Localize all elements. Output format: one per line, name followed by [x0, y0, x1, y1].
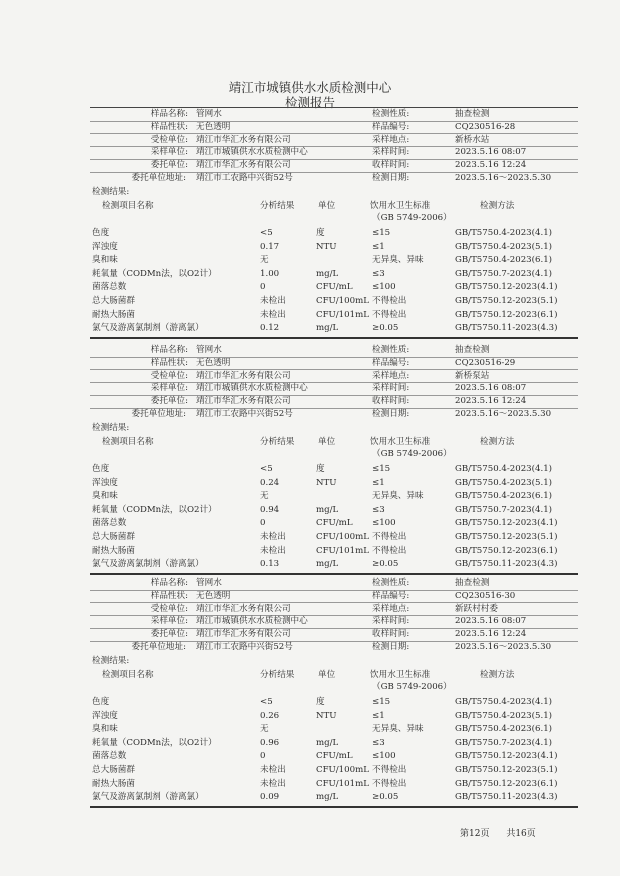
cell-unit: CFU/101mL	[316, 545, 369, 556]
cell-result: 0.26	[260, 710, 280, 721]
cell-standard: ≤15	[372, 228, 391, 238]
info-value: 2023.5.16 08:07	[455, 383, 527, 394]
info-label: 委托单位:	[150, 629, 188, 640]
info-row	[0, 408, 620, 421]
cell-unit: CFU/mL	[316, 751, 353, 762]
cell-item: 臭和味	[92, 724, 118, 735]
info-label: 检测性质:	[372, 578, 410, 588]
section-rule	[90, 806, 578, 808]
cell-item: 浑浊度	[92, 710, 118, 721]
cell-unit: 度	[316, 228, 325, 238]
info-value: 2023.5.16 12:24	[455, 160, 527, 171]
cell-result: 0.09	[260, 792, 280, 803]
info-label: 收样时间:	[372, 396, 410, 407]
table-row	[0, 750, 620, 763]
cell-result: 未检出	[260, 532, 286, 542]
cell-standard: 不得检出	[372, 296, 407, 306]
cell-standard: ≤3	[372, 268, 385, 279]
info-value: 靖江市华汇水务有限公司	[196, 134, 291, 145]
info-value: 新跃村村委	[455, 603, 498, 614]
cell-unit: mg/L	[316, 504, 339, 515]
table-row	[0, 281, 620, 294]
col-standard-code: （GB 5749-2006）	[372, 682, 452, 692]
cell-result: 1.00	[260, 268, 280, 279]
table-row	[0, 778, 620, 791]
info-label: 采样单位:	[150, 383, 188, 394]
info-label: 样品性状:	[150, 590, 188, 601]
info-value: 管网水	[196, 345, 222, 355]
cell-result: <5	[260, 228, 273, 238]
cell-standard: 不得检出	[372, 532, 407, 542]
info-value: CQ230516-30	[455, 590, 516, 601]
info-row	[0, 615, 620, 628]
cell-standard: 无异臭、异味	[372, 724, 424, 735]
info-label: 委托单位:	[150, 160, 188, 171]
info-value: 2023.5.16～2023.5.30	[455, 642, 552, 652]
cell-unit: mg/L	[316, 323, 339, 334]
results-heading: 检测结果:	[92, 423, 130, 433]
cell-standard: 不得检出	[372, 545, 407, 556]
info-label: 采样单位:	[150, 147, 188, 158]
cell-unit: NTU	[316, 477, 337, 488]
cell-unit: mg/L	[316, 792, 339, 803]
page-number: 第12页	[460, 829, 490, 839]
cell-item: 总大肠菌群	[92, 296, 135, 306]
col-item: 检测项目名称	[102, 201, 154, 211]
cell-method: GB/T5750.12-2023(6.1)	[455, 309, 558, 320]
cell-standard: ≤100	[372, 518, 396, 529]
info-value: 抽查检测	[455, 345, 490, 355]
info-label: 受检单位:	[150, 603, 188, 614]
info-label: 检测日期:	[372, 173, 410, 183]
cell-result: 0	[260, 751, 266, 762]
info-value: 2023.5.16～2023.5.30	[455, 173, 552, 183]
cell-standard: ≤1	[372, 477, 385, 488]
table-row	[0, 504, 620, 517]
info-row	[0, 344, 620, 357]
results-label	[0, 655, 620, 668]
cell-result: 0.13	[260, 559, 280, 570]
info-row	[0, 146, 620, 159]
results-heading: 检测结果:	[92, 187, 130, 197]
section-rule	[90, 573, 578, 575]
cell-method: GB/T5750.7-2023(4.1)	[455, 268, 553, 279]
col-unit: 单位	[318, 670, 336, 680]
cell-method: GB/T5750.12-2023(4.1)	[455, 282, 558, 293]
cell-result: 未检出	[260, 296, 286, 306]
cell-item: 耐热大肠菌	[92, 309, 135, 320]
info-row	[0, 577, 620, 590]
cell-result: <5	[260, 464, 273, 474]
table-row	[0, 227, 620, 240]
info-label: 检测性质:	[372, 109, 410, 119]
info-row	[0, 172, 620, 185]
cell-item: 色度	[92, 228, 110, 238]
cell-standard: 不得检出	[372, 778, 407, 789]
cell-unit: CFU/100mL	[316, 765, 369, 775]
cell-method: GB/T5750.7-2023(4.1)	[455, 737, 553, 748]
info-value: 靖江市华汇水务有限公司	[196, 160, 291, 171]
info-value: 靖江市华汇水务有限公司	[196, 603, 291, 614]
col-unit: 单位	[318, 201, 336, 211]
cell-method: GB/T5750.4-2023(4.1)	[455, 464, 553, 474]
page-total: 共16页	[506, 829, 536, 839]
info-label: 受检单位:	[150, 134, 188, 145]
results-heading: 检测结果:	[92, 656, 130, 666]
col-standard: 饮用水卫生标准	[370, 201, 431, 211]
info-value: 靖江市城镇供水水质检测中心	[196, 616, 308, 627]
cell-method: GB/T5750.4-2023(4.1)	[455, 228, 553, 238]
table-row	[0, 558, 620, 571]
info-row	[0, 370, 620, 383]
cell-item: 浑浊度	[92, 241, 118, 252]
cell-standard: ≤100	[372, 751, 396, 762]
info-value: 靖江市工农路中兴街52号	[196, 409, 293, 419]
table-row	[0, 531, 620, 544]
cell-item: 耗氧量（CODMn法，以O2计）	[92, 268, 217, 279]
cell-unit: 度	[316, 464, 325, 474]
info-label: 检测日期:	[372, 409, 410, 419]
cell-method: GB/T5750.12-2023(6.1)	[455, 545, 558, 556]
cell-method: GB/T5750.11-2023(4.3)	[455, 792, 558, 803]
cell-standard: ≤15	[372, 697, 391, 707]
table-row	[0, 490, 620, 503]
table-row	[0, 477, 620, 490]
info-label: 委托单位地址:	[131, 409, 186, 419]
cell-method: GB/T5750.12-2023(6.1)	[455, 778, 558, 789]
col-result: 分析结果	[260, 437, 295, 447]
info-label: 收样时间:	[372, 629, 410, 640]
cell-unit: NTU	[316, 241, 337, 252]
table-row	[0, 295, 620, 308]
info-label: 采样单位:	[150, 616, 188, 627]
info-label: 样品名称:	[150, 109, 188, 119]
cell-method: GB/T5750.12-2023(5.1)	[455, 532, 558, 542]
col-item: 检测项目名称	[102, 437, 154, 447]
cell-result: 0.94	[260, 504, 280, 515]
info-value: 2023.5.16～2023.5.30	[455, 409, 552, 419]
column-header-sub	[0, 681, 620, 694]
cell-result: 0.96	[260, 737, 280, 748]
table-row	[0, 241, 620, 254]
cell-result: <5	[260, 697, 273, 707]
table-row	[0, 737, 620, 750]
cell-item: 氯气及游离氯制剂（游离氯）	[92, 323, 204, 334]
cell-unit: CFU/100mL	[316, 296, 369, 306]
report-subtitle: 检测报告	[284, 95, 335, 110]
cell-item: 色度	[92, 697, 110, 707]
cell-standard: ≤1	[372, 710, 385, 721]
cell-result: 未检出	[260, 309, 286, 320]
info-row	[0, 603, 620, 616]
info-value: 2023.5.16 12:24	[455, 396, 527, 407]
table-row	[0, 463, 620, 476]
info-value: 靖江市华汇水务有限公司	[196, 629, 291, 640]
table-row	[0, 791, 620, 804]
report-title: 靖江市城镇供水水质检测中心	[228, 80, 392, 95]
cell-item: 浑浊度	[92, 477, 118, 488]
results-label	[0, 186, 620, 199]
cell-method: GB/T5750.4-2023(6.1)	[455, 724, 553, 735]
info-row	[0, 121, 620, 134]
cell-method: GB/T5750.4-2023(4.1)	[455, 697, 553, 707]
col-method: 检测方法	[480, 437, 515, 447]
cell-unit: CFU/mL	[316, 518, 353, 529]
table-row	[0, 309, 620, 322]
col-method: 检测方法	[480, 201, 515, 211]
column-header-sub	[0, 448, 620, 461]
col-standard-code: （GB 5749-2006）	[372, 213, 452, 223]
info-value: 靖江市城镇供水水质检测中心	[196, 147, 308, 158]
cell-method: GB/T5750.12-2023(4.1)	[455, 518, 558, 529]
info-label: 采样时间:	[372, 383, 410, 394]
cell-standard: 不得检出	[372, 765, 407, 775]
cell-standard: ≥0.05	[372, 323, 399, 334]
cell-result: 未检出	[260, 778, 286, 789]
cell-result: 0	[260, 518, 266, 529]
cell-unit: mg/L	[316, 559, 339, 570]
info-label: 采样地点:	[372, 370, 410, 381]
cell-item: 菌落总数	[92, 751, 127, 762]
info-row	[0, 357, 620, 370]
cell-method: GB/T5750.4-2023(5.1)	[455, 477, 553, 488]
table-row	[0, 268, 620, 281]
info-value: 无色透明	[196, 590, 231, 601]
info-value: 2023.5.16 08:07	[455, 147, 527, 158]
cell-item: 臭和味	[92, 491, 118, 502]
cell-standard: ≤15	[372, 464, 391, 474]
cell-unit: CFU/101mL	[316, 309, 369, 320]
info-label: 委托单位:	[150, 396, 188, 407]
cell-item: 耐热大肠菌	[92, 778, 135, 789]
info-value: 靖江市华汇水务有限公司	[196, 396, 291, 407]
cell-item: 耗氧量（CODMn法，以O2计）	[92, 737, 217, 748]
table-row	[0, 517, 620, 530]
cell-method: GB/T5750.7-2023(4.1)	[455, 504, 553, 515]
cell-standard: 无异臭、异味	[372, 491, 424, 502]
cell-result: 未检出	[260, 545, 286, 556]
info-value: 2023.5.16 08:07	[455, 616, 527, 627]
table-row	[0, 696, 620, 709]
table-row	[0, 545, 620, 558]
info-value: 靖江市工农路中兴街52号	[196, 173, 293, 183]
info-value: CQ230516-28	[455, 121, 516, 132]
info-label: 采样时间:	[372, 616, 410, 627]
cell-unit: NTU	[316, 710, 337, 721]
cell-standard: ≥0.05	[372, 792, 399, 803]
info-value: 管网水	[196, 578, 222, 588]
info-label: 样品性状:	[150, 121, 188, 132]
info-value: 抽查检测	[455, 578, 490, 588]
info-row	[0, 590, 620, 603]
cell-item: 总大肠菌群	[92, 765, 135, 775]
info-value: 新桥水站	[455, 134, 490, 145]
col-result: 分析结果	[260, 201, 295, 211]
cell-item: 菌落总数	[92, 282, 127, 293]
cell-method: GB/T5750.11-2023(4.3)	[455, 559, 558, 570]
cell-item: 耐热大肠菌	[92, 545, 135, 556]
cell-result: 0.24	[260, 477, 280, 488]
info-label: 检测日期:	[372, 642, 410, 652]
cell-item: 氯气及游离氯制剂（游离氯）	[92, 559, 204, 570]
cell-standard: ≤1	[372, 241, 385, 252]
cell-result: 0	[260, 282, 266, 293]
col-standard: 饮用水卫生标准	[370, 437, 431, 447]
col-result: 分析结果	[260, 670, 295, 680]
info-value: 靖江市城镇供水水质检测中心	[196, 383, 308, 394]
cell-item: 总大肠菌群	[92, 532, 135, 542]
results-label	[0, 422, 620, 435]
cell-item: 氯气及游离氯制剂（游离氯）	[92, 792, 204, 803]
cell-standard: ≤3	[372, 737, 385, 748]
info-value: 管网水	[196, 109, 222, 119]
info-row	[0, 395, 620, 408]
table-row	[0, 723, 620, 736]
column-header-sub	[0, 212, 620, 225]
info-label: 采样地点:	[372, 603, 410, 614]
cell-method: GB/T5750.4-2023(6.1)	[455, 255, 553, 266]
info-value: 抽查检测	[455, 109, 490, 119]
info-label: 样品性状:	[150, 357, 188, 368]
cell-unit: mg/L	[316, 737, 339, 748]
table-row	[0, 254, 620, 267]
info-label: 样品名称:	[150, 578, 188, 588]
info-row	[0, 628, 620, 641]
table-row	[0, 322, 620, 335]
cell-unit: 度	[316, 697, 325, 707]
cell-unit: mg/L	[316, 268, 339, 279]
cell-method: GB/T5750.11-2023(4.3)	[455, 323, 558, 334]
info-row	[0, 134, 620, 147]
cell-item: 耗氧量（CODMn法，以O2计）	[92, 504, 217, 515]
info-label: 样品名称:	[150, 345, 188, 355]
cell-result: 无	[260, 255, 269, 266]
cell-standard: 不得检出	[372, 309, 407, 320]
info-label: 委托单位地址:	[131, 173, 186, 183]
info-row	[0, 159, 620, 172]
cell-method: GB/T5750.4-2023(5.1)	[455, 710, 553, 721]
info-label: 委托单位地址:	[131, 642, 186, 652]
cell-item: 色度	[92, 464, 110, 474]
table-row	[0, 764, 620, 777]
cell-result: 无	[260, 491, 269, 502]
info-row	[0, 108, 620, 121]
info-label: 受检单位:	[150, 370, 188, 381]
page-footer	[460, 826, 550, 839]
info-label: 样品编号:	[372, 121, 410, 132]
cell-standard: ≤100	[372, 282, 396, 293]
info-label: 采样地点:	[372, 134, 410, 145]
info-value: 靖江市工农路中兴街52号	[196, 642, 293, 652]
cell-standard: ≤3	[372, 504, 385, 515]
col-standard-code: （GB 5749-2006）	[372, 449, 452, 459]
cell-method: GB/T5750.12-2023(4.1)	[455, 751, 558, 762]
cell-item: 菌落总数	[92, 518, 127, 529]
info-row	[0, 382, 620, 395]
info-label: 样品编号:	[372, 357, 410, 368]
info-value: CQ230516-29	[455, 357, 516, 368]
info-value: 2023.5.16 12:24	[455, 629, 527, 640]
info-label: 检测性质:	[372, 345, 410, 355]
info-value: 新桥泵站	[455, 370, 490, 381]
info-label: 采样时间:	[372, 147, 410, 158]
info-row	[0, 641, 620, 654]
cell-unit: CFU/101mL	[316, 778, 369, 789]
info-value: 靖江市华汇水务有限公司	[196, 370, 291, 381]
col-standard: 饮用水卫生标准	[370, 670, 431, 680]
info-label: 收样时间:	[372, 160, 410, 171]
cell-item: 臭和味	[92, 255, 118, 266]
cell-result: 0.12	[260, 323, 280, 334]
col-method: 检测方法	[480, 670, 515, 680]
cell-standard: 无异臭、异味	[372, 255, 424, 266]
cell-method: GB/T5750.4-2023(6.1)	[455, 491, 553, 502]
cell-unit: CFU/mL	[316, 282, 353, 293]
cell-method: GB/T5750.12-2023(5.1)	[455, 765, 558, 775]
info-value: 无色透明	[196, 357, 231, 368]
cell-result: 未检出	[260, 765, 286, 775]
cell-standard: ≥0.05	[372, 559, 399, 570]
info-label: 样品编号:	[372, 590, 410, 601]
table-row	[0, 710, 620, 723]
cell-result: 0.17	[260, 241, 280, 252]
cell-method: GB/T5750.4-2023(5.1)	[455, 241, 553, 252]
section-rule	[90, 337, 578, 339]
col-item: 检测项目名称	[102, 670, 154, 680]
info-value: 无色透明	[196, 121, 231, 132]
cell-method: GB/T5750.12-2023(5.1)	[455, 296, 558, 306]
cell-result: 无	[260, 724, 269, 735]
cell-unit: CFU/100mL	[316, 532, 369, 542]
col-unit: 单位	[318, 437, 336, 447]
